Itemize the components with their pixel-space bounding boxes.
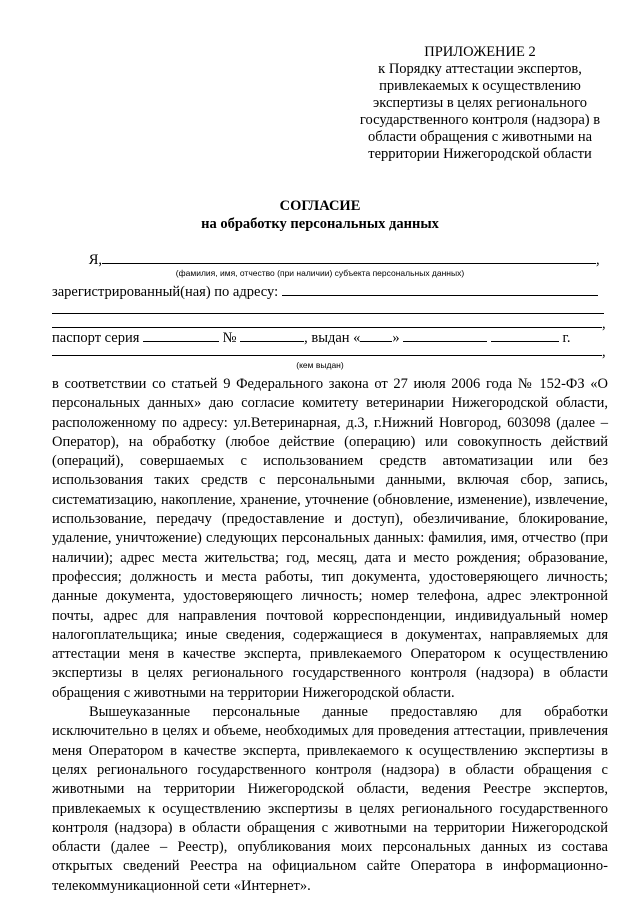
- fio-row: [52, 250, 608, 269]
- issue-day-field[interactable]: [360, 328, 392, 342]
- issued-by-comma: ,: [602, 344, 606, 360]
- passport-issued-label: , выдан «: [304, 330, 361, 346]
- address-field-3[interactable]: [52, 314, 602, 328]
- address-label: зарегистрированный(ная) по адресу:: [52, 284, 279, 300]
- appendix-line: ПРИЛОЖЕНИЕ 2: [424, 44, 536, 60]
- passport-number-label: №: [222, 330, 237, 346]
- document-title: СОГЛАСИЕ: [279, 198, 361, 214]
- passport-series-label: паспорт серия: [52, 330, 140, 346]
- passport-number-field[interactable]: [240, 328, 304, 342]
- issued-by-row: [52, 342, 608, 361]
- fio-comma: ,: [596, 252, 600, 268]
- fio-field[interactable]: [102, 250, 596, 264]
- quote-close: »: [392, 330, 400, 346]
- appendix-line: привлекаемых к осуществлению: [379, 78, 581, 94]
- ya-label: Я,: [88, 252, 102, 268]
- address-comma: ,: [602, 316, 606, 332]
- appendix-line: экспертизы в целях регионального: [373, 95, 587, 111]
- document-subtitle: на обработку персональных данных: [201, 216, 439, 232]
- address-field[interactable]: [282, 282, 598, 296]
- consent-body: [52, 375, 608, 896]
- passport-series-field[interactable]: [143, 328, 219, 342]
- appendix-line: территории Нижегородской области: [368, 146, 592, 162]
- address-field-2[interactable]: [52, 300, 604, 314]
- appendix-line: области обращения с животными на: [367, 129, 593, 145]
- consent-paragraph-1: в соответствии со статьей 9 Федерального закона от 27 июля 2006 года № 152-ФЗ «О персональных данных» даю согласие комитету ветеринарии Нижегородской области, расположенному по адресу: ул.Ветеринарная, д.3, г.Нижний Новгород, 603098 (далее – Оператор), на обработку (любое действие (операцию) или совокупность действий (операций), совершаемых с использованием средств автоматизации или без использования таких средств с персональными данными, включая сбор, запись, систематизацию, накопление, хранение, уточнение (обновление, изменение), извлечение, использование, передачу (предоставление и доступ), обезличивание, блокирование, удаление, уничтожение) следующих персональных данных: фамилия, имя, отчество (при наличии); адрес места жительства; год, месяц, дата и место рождения; образование, профессия; должность и места работы, тип документа, удостоверяющего личность; данные документа, удостоверяющего личность; номер телефона, адрес электронной почты, адрес для направления почтовой корреспонденции, индивидуальный номер налогоплательщика; иные сведения, содержащиеся в документах, направляемых для аттестации меня в качестве эксперта, привлекаемого Оператором к осуществлению экспертизы в целях регионального государственного контроля (надзора) в области обращения с животными на территории Нижегородской области.: [52, 376, 608, 701]
- appendix-line: к Порядку аттестации экспертов,: [378, 61, 582, 77]
- appendix-line: государственного контроля (надзора) в: [359, 112, 601, 128]
- address-row: [52, 282, 608, 301]
- issue-month-field[interactable]: [403, 328, 487, 342]
- issued-by-caption: (кем выдан): [296, 360, 344, 370]
- issue-year-field[interactable]: [491, 328, 559, 342]
- consent-paragraph-2: Вышеуказанные персональные данные предоставляю для обработки исключительно в целях и объеме, необходимых для проведения аттестации, привлечения меня Оператором в качестве эксперта, привлекаемого к осуществлению экспертизы в целях регионального государственного контроля (надзора) в области обращения с животными на территории Нижегородской области, ведения Реестре экспертов, привлекаемых к осуществлению экспертизы в целях регионального государственного контроля (надзора) в области обращения с животными на территории Нижегородской области (далее – Реестр), опубликования моих персональных данных из состава открытых сведений Реестра на официальном сайте Оператора в информационно-телекоммуникационной сети «Интернет».: [52, 704, 608, 894]
- issued-by-field[interactable]: [52, 342, 602, 356]
- fio-caption: (фамилия, имя, отчество (при наличии) субъекта персональных данных): [175, 268, 465, 278]
- appendix-header: [340, 44, 620, 163]
- year-suffix: г.: [562, 330, 571, 346]
